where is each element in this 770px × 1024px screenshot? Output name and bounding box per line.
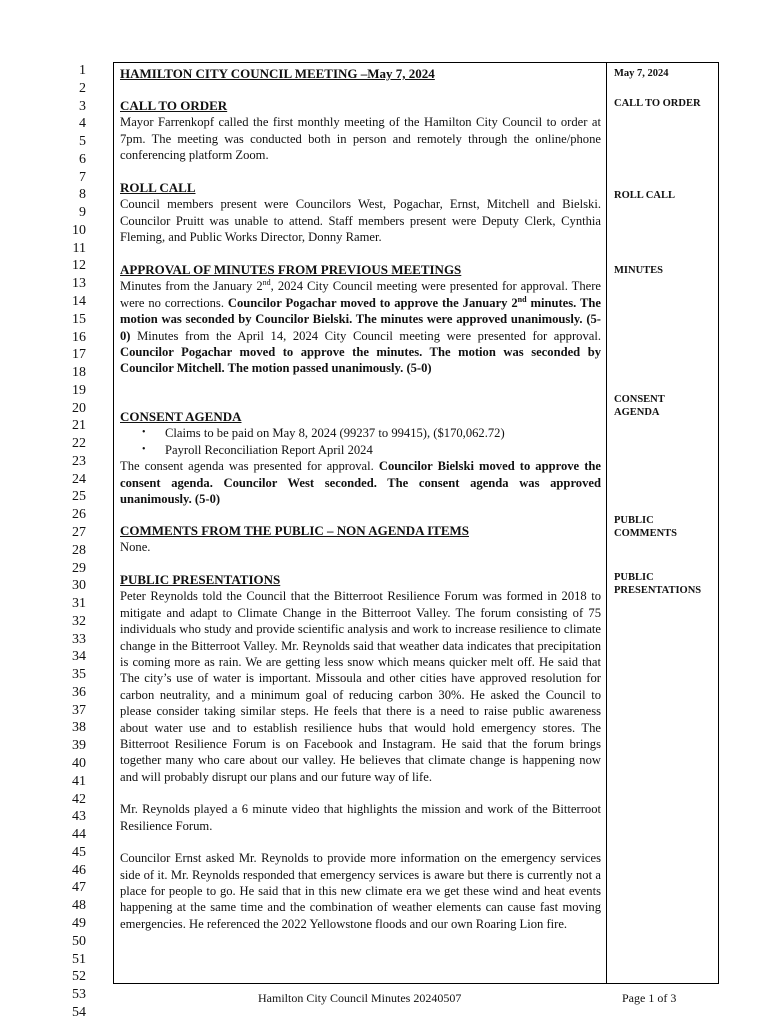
section-consent-agenda bbox=[120, 409, 601, 507]
line-number: 10 bbox=[72, 222, 86, 238]
line-number: 35 bbox=[72, 667, 86, 683]
line-number: 4 bbox=[79, 116, 86, 132]
section-minutes bbox=[120, 262, 601, 377]
line-number: 29 bbox=[72, 560, 86, 576]
line-number: 20 bbox=[72, 400, 86, 416]
line-number: 9 bbox=[79, 205, 86, 221]
line-number: 2 bbox=[79, 80, 86, 96]
margin-public-presentations: PUBLIC PRESENTATIONS bbox=[614, 572, 702, 596]
line-number: 33 bbox=[72, 631, 86, 647]
margin-minutes: MINUTES bbox=[614, 265, 664, 276]
footer-title: Hamilton City Council Minutes 20240507 bbox=[258, 991, 462, 1005]
line-number: 26 bbox=[72, 507, 86, 523]
heading-public-comments: COMMENTS FROM THE PUBLIC – NON AGENDA ITEMS bbox=[120, 523, 469, 538]
line-number: 46 bbox=[72, 862, 86, 878]
line-number: 12 bbox=[72, 258, 86, 274]
section-call-to-order bbox=[120, 98, 601, 164]
line-number: 45 bbox=[72, 844, 86, 860]
line-number: 40 bbox=[72, 756, 86, 772]
margin-consent-agenda: CONSENT AGENDA bbox=[614, 394, 665, 418]
heading-minutes: APPROVAL OF MINUTES FROM PREVIOUS MEETINGS bbox=[120, 262, 462, 277]
line-number: 18 bbox=[72, 365, 86, 381]
line-number: 39 bbox=[72, 738, 86, 754]
line-number: 51 bbox=[72, 951, 86, 967]
line-number: 15 bbox=[72, 311, 86, 327]
line-number: 25 bbox=[72, 489, 86, 505]
line-number: 49 bbox=[72, 915, 86, 931]
line-number: 31 bbox=[72, 596, 86, 612]
consent-item: • Claims to be paid on May 8, 2024 (99237 to 99415), ($170,062.72) bbox=[142, 426, 505, 441]
section-roll-call bbox=[120, 180, 601, 246]
presentations-paragraph-3: Councilor Ernst asked Mr. Reynolds to provide more information on the emergency services side of it. Mr. Reynolds responded that emergency services is aware but there is currently not a place for people to go. He said that in this new climate era we get these wind and heat events happening at the same time and the combination of weather elements can cause fast moving emergencies. He referenced the 2022 Yellowstone floods and our own Roaring Lion fire. bbox=[120, 851, 601, 931]
public-comments-text: None. bbox=[120, 540, 151, 555]
line-number: 6 bbox=[79, 151, 86, 167]
line-number: 38 bbox=[72, 720, 86, 736]
heading-public-presentations: PUBLIC PRESENTATIONS bbox=[120, 572, 281, 587]
column-divider bbox=[606, 62, 607, 984]
line-number: 32 bbox=[72, 613, 86, 629]
section-public-presentations bbox=[120, 572, 601, 932]
line-number: 41 bbox=[72, 773, 86, 789]
line-number: 7 bbox=[79, 169, 86, 185]
line-number: 37 bbox=[72, 702, 86, 718]
line-number: 11 bbox=[72, 240, 86, 256]
line-number: 52 bbox=[72, 969, 86, 985]
line-number: 8 bbox=[79, 187, 86, 203]
line-number: 48 bbox=[72, 898, 86, 914]
line-number: 14 bbox=[72, 294, 86, 309]
line-number: 43 bbox=[72, 809, 86, 825]
line-number: 3 bbox=[79, 98, 86, 114]
heading-roll-call: ROLL CALL bbox=[120, 180, 196, 195]
line-number: 28 bbox=[72, 542, 86, 558]
call-to-order-text: Mayor Farrenkopf called the first monthly meeting of the Hamilton City Council to order at 7pm. The meeting was conducted both in person and remotely through the online/phone conferencing platform Zoom. bbox=[120, 115, 601, 163]
line-number: 22 bbox=[72, 436, 86, 452]
line-number: 13 bbox=[72, 276, 86, 292]
section-public-comments bbox=[120, 523, 601, 556]
presentations-paragraph-2: Mr. Reynolds played a 6 minute video that highlights the mission and work of the Bitterroot Resilience Forum. bbox=[120, 802, 601, 833]
line-number: 54 bbox=[72, 1004, 86, 1020]
footer-page-number: Page 1 of 3 bbox=[622, 991, 677, 1005]
line-number: 34 bbox=[72, 649, 86, 665]
line-number: 44 bbox=[72, 827, 86, 843]
heading-call-to-order: CALL TO ORDER bbox=[120, 98, 228, 113]
line-number: 21 bbox=[72, 418, 86, 434]
line-number: 42 bbox=[72, 791, 86, 807]
line-number: 23 bbox=[72, 453, 86, 469]
meeting-title: HAMILTON CITY COUNCIL MEETING –May 7, 2024 bbox=[120, 66, 435, 81]
minutes-text: Minutes from the January 2nd, 2024 City Council meeting were presented for approval. There were no corrections. Councilor Pogachar moved to approve the January 2nd minutes. The motion was seconded by Councilor Bielski. The minutes were approved unanimously. (5-0) Minutes from the April 14, 2024 City Council meeting were presented for approval. Councilor Pogachar moved to approve the minutes. The motion was seconded by Councilor Mitchell. The motion passed unanimously. (5-0) bbox=[120, 278, 602, 376]
line-number: 47 bbox=[72, 880, 86, 896]
line-number: 24 bbox=[72, 471, 86, 487]
margin-date: May 7, 2024 bbox=[614, 68, 669, 79]
consent-item: • Payroll Reconciliation Report April 2024 bbox=[142, 442, 373, 457]
line-number: 30 bbox=[72, 578, 86, 594]
margin-roll-call: ROLL CALL bbox=[614, 190, 675, 201]
line-number: 16 bbox=[72, 329, 86, 345]
heading-consent-agenda: CONSENT AGENDA bbox=[120, 409, 242, 424]
line-number: 1 bbox=[79, 63, 86, 78]
line-number: 5 bbox=[79, 134, 86, 150]
roll-call-text: Council members present were Councilors West, Pogachar, Ernst, Mitchell and Bielski. Councilor Pruitt was unable to attend. Staff members present were Deputy Clerk, Cynthia Fleming, and Public Works Director, Donny Ramer. bbox=[120, 197, 601, 245]
line-number: 17 bbox=[72, 347, 86, 363]
margin-public-comments: PUBLIC COMMENTS bbox=[614, 515, 677, 539]
line-numbers bbox=[0, 0, 100, 1024]
line-number: 36 bbox=[72, 684, 86, 700]
line-number: 27 bbox=[72, 525, 86, 541]
consent-text: The consent agenda was presented for approval. Councilor Bielski moved to approve the consent agenda. Councilor West seconded. The consent agenda was approved unanimously. (5-0) bbox=[120, 459, 601, 507]
line-number: 19 bbox=[72, 382, 86, 398]
presentations-paragraph-1: Peter Reynolds told the Council that the Bitterroot Resilience Forum was formed in 2018 to mitigate and adapt to Climate Change in the Bitterroot Valley. The forum consisting of 75 individuals who study and provide scientific analysis and work to increase resilience to climate change in the Bitterroot Valley. Mr. Reynolds said that weather data indicates that precipitation is coming more as rain. We are getting less snow which means quicker melt off. He said that The city’s use of water is important. Missoula and other cities have approved resolution for carbon neutrality, and a minimum goal of reducing carbon 30%. He asked the Council to please consider taking similar steps. He feels that there is a need to raise public awareness about water use and to establish resilience hubs that would hold emergency stores. The Bitterroot Resilience Forum is on Facebook and Instagram. He said that the forum brings together many who care about our valley. He believes that climate change is happening now and will probably disrupt our plans and our future way of life. bbox=[120, 589, 601, 784]
margin-call-to-order: CALL TO ORDER bbox=[614, 98, 701, 109]
line-number: 53 bbox=[72, 987, 86, 1003]
line-number: 50 bbox=[72, 933, 86, 949]
